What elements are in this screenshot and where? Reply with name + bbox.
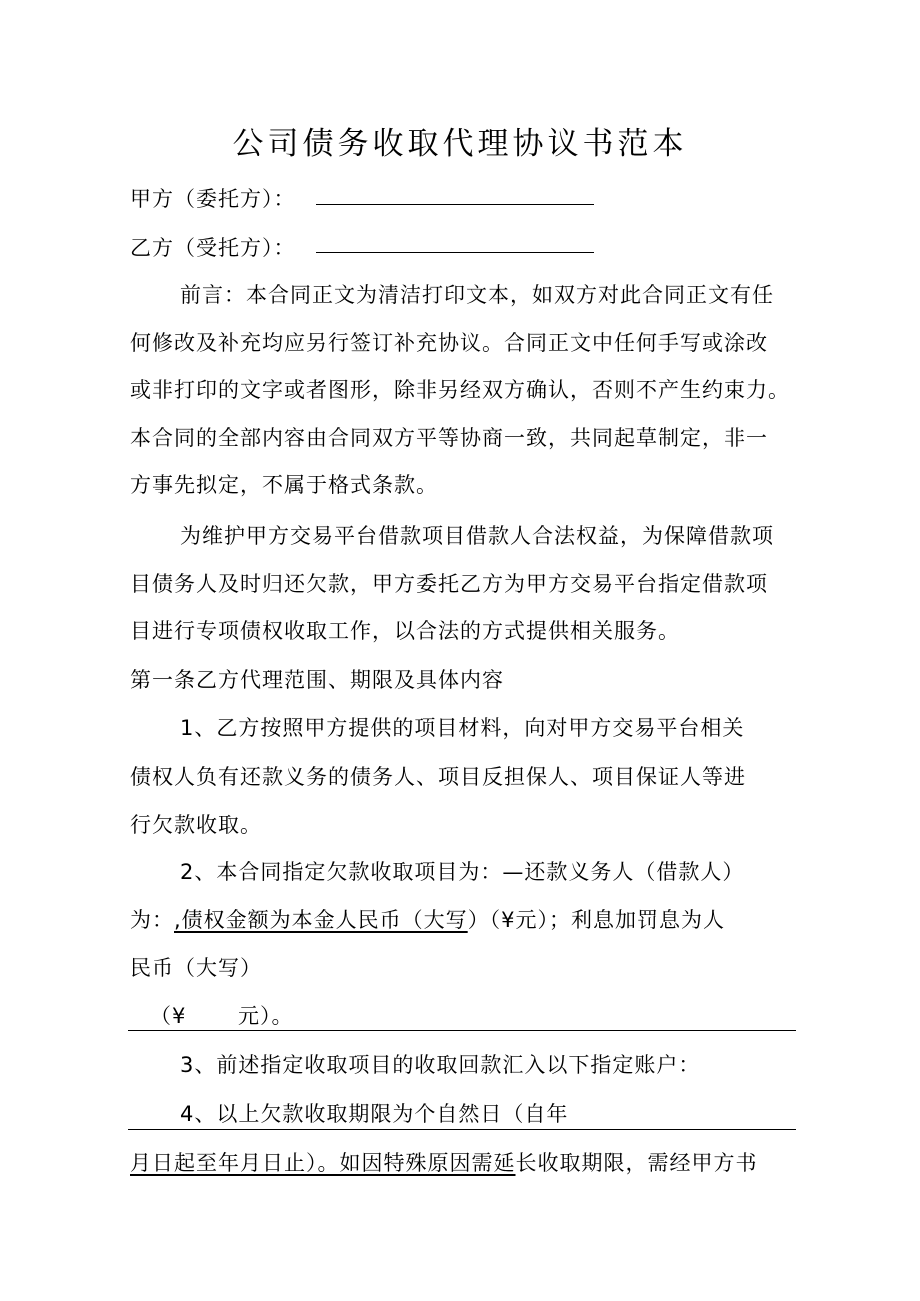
clause2-underlined: ,债权金额为本金人民币（大写 xyxy=(174,908,468,932)
preface-line: 前言：本合同正文为清洁打印文本，如双方对此合同正文有任 xyxy=(180,283,774,307)
preface-line: 或非打印的文字或者图形，除非另经双方确认，否则不产生约束力。 xyxy=(130,378,790,402)
clause4-underlined: 月日起至年月日止）。如因特殊原因需延 xyxy=(130,1151,516,1175)
clause2-line1: 2、本合同指定欠款收取项目为：—还款义务人（借款人） xyxy=(180,860,745,884)
party-a-label: 甲方（委托方）： xyxy=(130,187,296,211)
party-b-blank xyxy=(316,252,594,253)
clause1-line: 行欠款收取。 xyxy=(130,813,262,837)
clause4-line2 xyxy=(130,1147,758,1177)
clause2-line3: 民币（大写） xyxy=(130,956,262,980)
clause1-line: 债权人负有还款义务的债务人、项目反担保人、项目保证人等进 xyxy=(130,765,746,789)
preface-line: 何修改及补充均应另行签订补充协议。合同正文中任何手写或涂改 xyxy=(130,331,768,355)
clause4-suffix: 长收取期限，需经甲方书 xyxy=(515,1151,758,1175)
rule-line xyxy=(128,1030,796,1031)
preface-line: 方事先拟定，不属于格式条款。 xyxy=(130,473,438,497)
clause2-line2 xyxy=(130,904,725,934)
rule-line xyxy=(128,1129,796,1130)
purpose-line: 目债务人及时归还欠款，甲方委托乙方为甲方交易平台指定借款项 xyxy=(130,572,768,596)
party-b-label: 乙方（受托方）： xyxy=(130,236,296,260)
clause2-line4: （¥ 元）。 xyxy=(150,1004,294,1028)
preface-line: 本合同的全部内容由合同双方平等协商一致，共同起草制定，非一 xyxy=(130,426,768,450)
clause1-line: 1、乙方按照甲方提供的项目材料，向对甲方交易平台相关 xyxy=(180,716,745,740)
purpose-line: 目进行专项债权收取工作，以合法的方式提供相关服务。 xyxy=(130,619,680,643)
clause2-prefix: 为： xyxy=(130,908,174,932)
clause3-line: 3、前述指定收取项目的收取回款汇入以下指定账户： xyxy=(180,1053,701,1077)
party-a-blank xyxy=(316,204,594,205)
clause4-line1: 4、以上欠款收取期限为个自然日（自年 xyxy=(180,1102,569,1126)
article1-heading: 第一条乙方代理范围、期限及具体内容 xyxy=(130,668,504,692)
clause2-suffix: ）（¥元）；利息加罚息为人 xyxy=(467,908,726,932)
purpose-line: 为维护甲方交易平台借款项目借款人合法权益，为保障借款项 xyxy=(180,524,774,548)
document-title: 公司债务收取代理协议书范本 xyxy=(232,126,688,162)
